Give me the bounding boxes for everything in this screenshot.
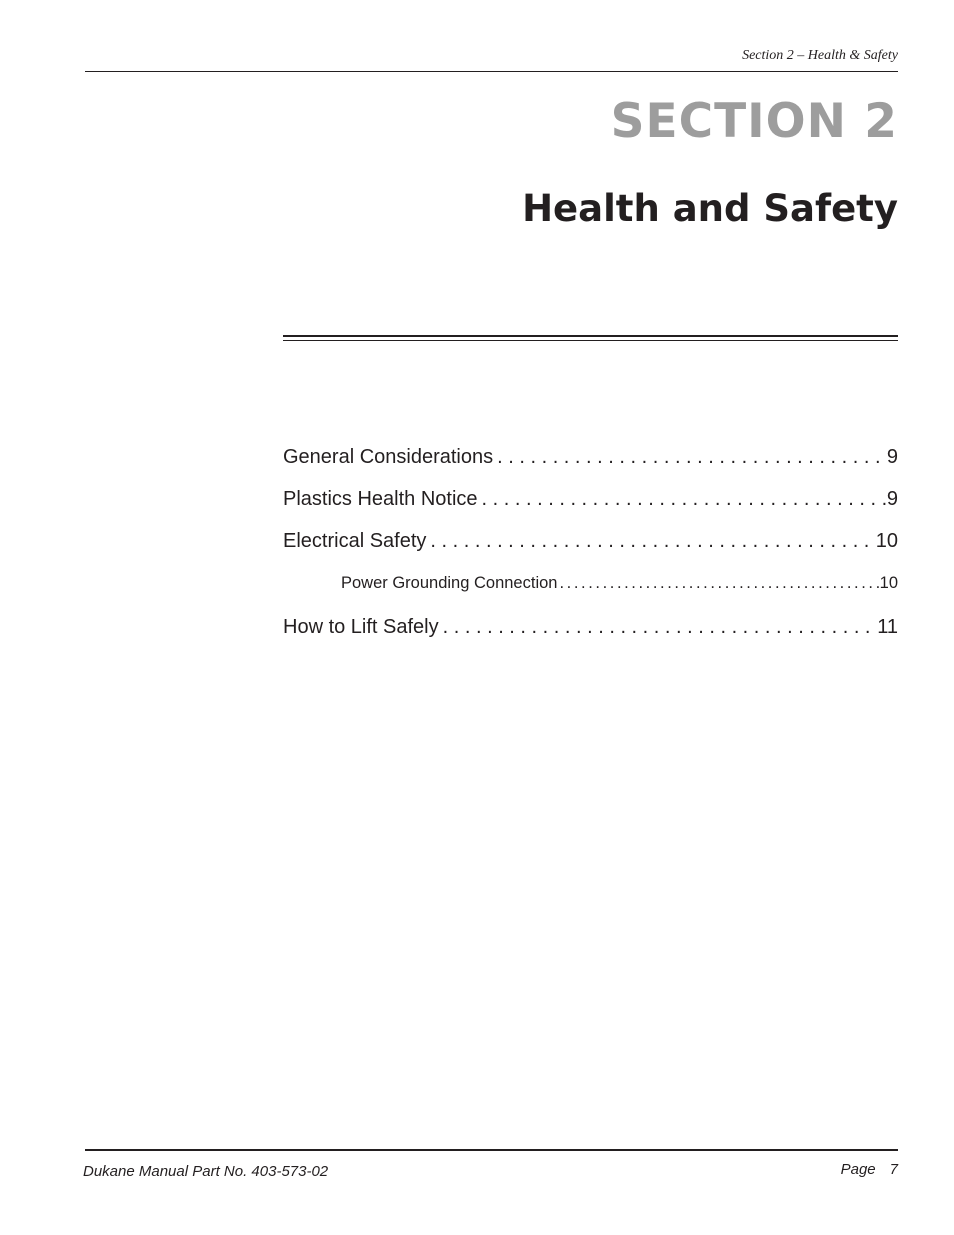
footer-page bbox=[841, 1161, 898, 1178]
running-header: Section 2 – Health & Safety bbox=[742, 48, 898, 63]
toc-entry-title: Electrical Safety bbox=[283, 530, 427, 552]
toc-dot-leader bbox=[439, 616, 878, 639]
footer-page-label: Page bbox=[840, 1161, 876, 1178]
toc-entry-title: How to Lift Safely bbox=[283, 616, 439, 638]
title-rule-top bbox=[283, 335, 898, 337]
section-title: Health and Safety bbox=[522, 187, 898, 230]
toc-dot-leader bbox=[426, 530, 875, 553]
toc-dot-leader bbox=[557, 574, 879, 593]
toc-entry-electrical-safety[interactable] bbox=[283, 530, 898, 572]
footer-page-number: 7 bbox=[889, 1161, 898, 1178]
footer-manual-part: Dukane Manual Part No. 403-573-02 bbox=[83, 1163, 329, 1180]
toc-entry-general-considerations[interactable] bbox=[283, 446, 898, 488]
toc-entry-plastics-health-notice[interactable] bbox=[283, 488, 898, 530]
toc-entry-page: 10 bbox=[879, 574, 898, 592]
toc-entry-page: 11 bbox=[877, 616, 898, 638]
header-rule bbox=[85, 71, 898, 72]
toc-entry-page: 9 bbox=[886, 446, 898, 468]
toc-entry-page: 10 bbox=[875, 530, 898, 552]
toc-dot-leader bbox=[478, 488, 887, 511]
toc-entry-title: General Considerations bbox=[283, 446, 494, 468]
toc-entry-title: Plastics Health Notice bbox=[283, 488, 478, 510]
toc-entry-power-grounding-connection[interactable] bbox=[283, 574, 898, 616]
section-number: SECTION 2 bbox=[610, 94, 898, 149]
toc-dot-leader bbox=[493, 446, 887, 469]
footer-rule bbox=[85, 1149, 898, 1151]
toc-entry-title: Power Grounding Connection bbox=[341, 574, 558, 592]
toc-entry-page: 9 bbox=[886, 488, 898, 510]
table-of-contents bbox=[283, 446, 898, 658]
toc-entry-how-to-lift-safely[interactable] bbox=[283, 616, 898, 658]
title-rule-bottom bbox=[283, 340, 898, 341]
